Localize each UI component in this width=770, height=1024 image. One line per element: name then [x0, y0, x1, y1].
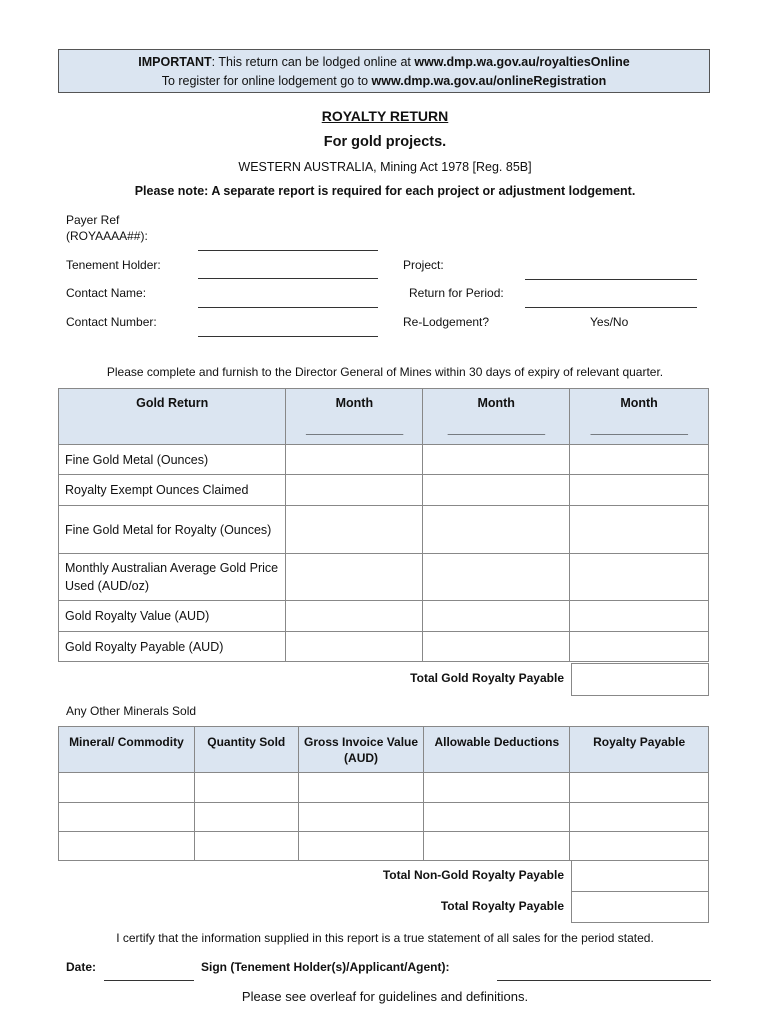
- allowable-deductions-header: Allowable Deductions: [424, 727, 570, 773]
- signature-label: Sign (Tenement Holder(s)/Applicant/Agent):: [201, 960, 450, 974]
- mineral-commodity-header: Mineral/ Commodity: [59, 727, 195, 773]
- cell-input[interactable]: [298, 832, 424, 861]
- cell-input[interactable]: [194, 832, 298, 861]
- month-label-3: Month: [620, 396, 658, 410]
- cell-input[interactable]: [286, 475, 423, 506]
- gross-invoice-header: Gross Invoice Value (AUD): [298, 727, 424, 773]
- cell-input[interactable]: [286, 632, 423, 662]
- other-minerals-label: Any Other Minerals Sold: [66, 704, 197, 718]
- cell-input[interactable]: [286, 601, 423, 632]
- total-royalty-label: Total Royalty Payable: [440, 899, 564, 913]
- cell-input[interactable]: [424, 803, 570, 832]
- tenement-holder-label: Tenement Holder:: [66, 258, 161, 272]
- cell-input[interactable]: [570, 475, 709, 506]
- total-gold-royalty-field[interactable]: [571, 663, 709, 696]
- royalty-payable-header: Royalty Payable: [570, 727, 709, 773]
- month-header-2[interactable]: [423, 389, 570, 445]
- row-label-exempt-ounces: Royalty Exempt Ounces Claimed: [59, 475, 286, 506]
- other-minerals-table: [58, 726, 709, 861]
- payer-ref-label-line1: Payer Ref: [66, 213, 120, 227]
- cell-input[interactable]: [570, 601, 709, 632]
- cell-input[interactable]: [570, 506, 709, 554]
- cell-input[interactable]: [194, 773, 298, 803]
- page-title: ROYALTY RETURN: [321, 108, 449, 124]
- date-label: Date:: [66, 960, 97, 974]
- payer-ref-field[interactable]: [198, 250, 378, 251]
- cell-input[interactable]: [286, 445, 423, 475]
- footer-note: Please see overleaf for guidelines and definitions.: [241, 989, 529, 1004]
- table-row: [59, 632, 709, 662]
- banner-text-2: To register for online lodgement go to: [161, 74, 372, 88]
- row-label-royalty-value: Gold Royalty Value (AUD): [59, 601, 286, 632]
- cell-input[interactable]: [194, 803, 298, 832]
- table-row: [59, 832, 709, 861]
- total-non-gold-field[interactable]: [571, 860, 709, 892]
- row-label-fine-gold: Fine Gold Metal (Ounces): [59, 445, 286, 475]
- cell-input[interactable]: [424, 832, 570, 861]
- total-royalty-field[interactable]: [571, 891, 709, 923]
- instruction-text: Please complete and furnish to the Director General of Mines within 30 days of expiry of relevant quarter.: [106, 365, 664, 379]
- cell-input[interactable]: [570, 445, 709, 475]
- cell-input[interactable]: [570, 632, 709, 662]
- relodgement-options[interactable]: Yes/No: [590, 315, 629, 329]
- cell-input[interactable]: [423, 475, 570, 506]
- act-reference: WESTERN AUSTRALIA, Mining Act 1978 [Reg. 85B]: [238, 160, 532, 174]
- table-row: [59, 445, 709, 475]
- cell-input[interactable]: [570, 832, 709, 861]
- row-label-royalty-payable: Gold Royalty Payable (AUD): [59, 632, 286, 662]
- cell-input[interactable]: [423, 506, 570, 554]
- page-subtitle: For gold projects.: [323, 134, 447, 150]
- row-label-gold-price: Monthly Australian Average Gold Price Used (AUD/oz): [59, 554, 286, 601]
- royalties-online-link[interactable]: www.dmp.wa.gov.au/royaltiesOnline: [414, 55, 630, 69]
- table-row: [59, 803, 709, 832]
- quantity-sold-header: Quantity Sold: [194, 727, 298, 773]
- cell-input[interactable]: [423, 445, 570, 475]
- cell-input[interactable]: [286, 506, 423, 554]
- cell-input[interactable]: [423, 554, 570, 601]
- cell-input[interactable]: [59, 773, 195, 803]
- project-field[interactable]: [525, 279, 697, 280]
- cell-input[interactable]: [570, 773, 709, 803]
- table-row: [59, 773, 709, 803]
- contact-name-label: Contact Name:: [66, 286, 147, 300]
- contact-number-label: Contact Number:: [66, 315, 157, 329]
- important-label: IMPORTANT: [138, 55, 212, 69]
- cell-input[interactable]: [570, 554, 709, 601]
- certification-text: I certify that the information supplied in this report is a true statement of all sales for the period stated.: [116, 931, 654, 945]
- payer-ref-label-line2: (ROYAAAA##):: [66, 229, 148, 243]
- cell-input[interactable]: [423, 632, 570, 662]
- tenement-holder-field[interactable]: [198, 278, 378, 279]
- gold-return-header: Gold Return: [59, 389, 286, 445]
- banner-line-1: [59, 53, 709, 72]
- cell-input[interactable]: [570, 803, 709, 832]
- online-registration-link[interactable]: www.dmp.wa.gov.au/onlineRegistration: [371, 74, 607, 88]
- table-row: [59, 475, 709, 506]
- row-label-fine-gold-royalty: Fine Gold Metal for Royalty (Ounces): [59, 506, 286, 554]
- date-field[interactable]: [104, 980, 194, 981]
- month-blank-1[interactable]: _______________: [305, 422, 403, 436]
- cell-input[interactable]: [298, 773, 424, 803]
- cell-input[interactable]: [286, 554, 423, 601]
- table-row: [59, 601, 709, 632]
- relodgement-label: Re-Lodgement?: [403, 315, 490, 329]
- total-non-gold-label: Total Non-Gold Royalty Payable: [382, 868, 564, 882]
- cell-input[interactable]: [424, 773, 570, 803]
- month-blank-3[interactable]: _______________: [590, 422, 688, 436]
- cell-input[interactable]: [298, 803, 424, 832]
- total-gold-royalty-label: Total Gold Royalty Payable: [410, 671, 564, 685]
- cell-input[interactable]: [423, 601, 570, 632]
- month-label-1: Month: [335, 396, 374, 410]
- separate-report-note: Please note: A separate report is required for each project or adjustment lodgement.: [134, 184, 636, 198]
- signature-field[interactable]: [497, 980, 711, 981]
- payer-ref-label: [66, 212, 148, 244]
- online-lodgement-banner: [58, 49, 710, 93]
- banner-text-1: : This return can be lodged online at: [211, 55, 415, 69]
- month-header-1[interactable]: [286, 389, 423, 445]
- contact-number-field[interactable]: [198, 336, 378, 337]
- month-header-3[interactable]: [570, 389, 709, 445]
- cell-input[interactable]: [59, 803, 195, 832]
- table-row: [59, 506, 709, 554]
- banner-line-2: [59, 72, 709, 91]
- month-blank-2[interactable]: _______________: [447, 422, 545, 436]
- cell-input[interactable]: [59, 832, 195, 861]
- contact-name-field[interactable]: [198, 307, 378, 308]
- return-period-field[interactable]: [525, 307, 697, 308]
- project-label: Project:: [403, 258, 444, 272]
- table-row: [59, 554, 709, 601]
- return-period-label: Return for Period:: [409, 286, 504, 300]
- gold-return-table: [58, 388, 709, 662]
- month-label-2: Month: [477, 396, 515, 410]
